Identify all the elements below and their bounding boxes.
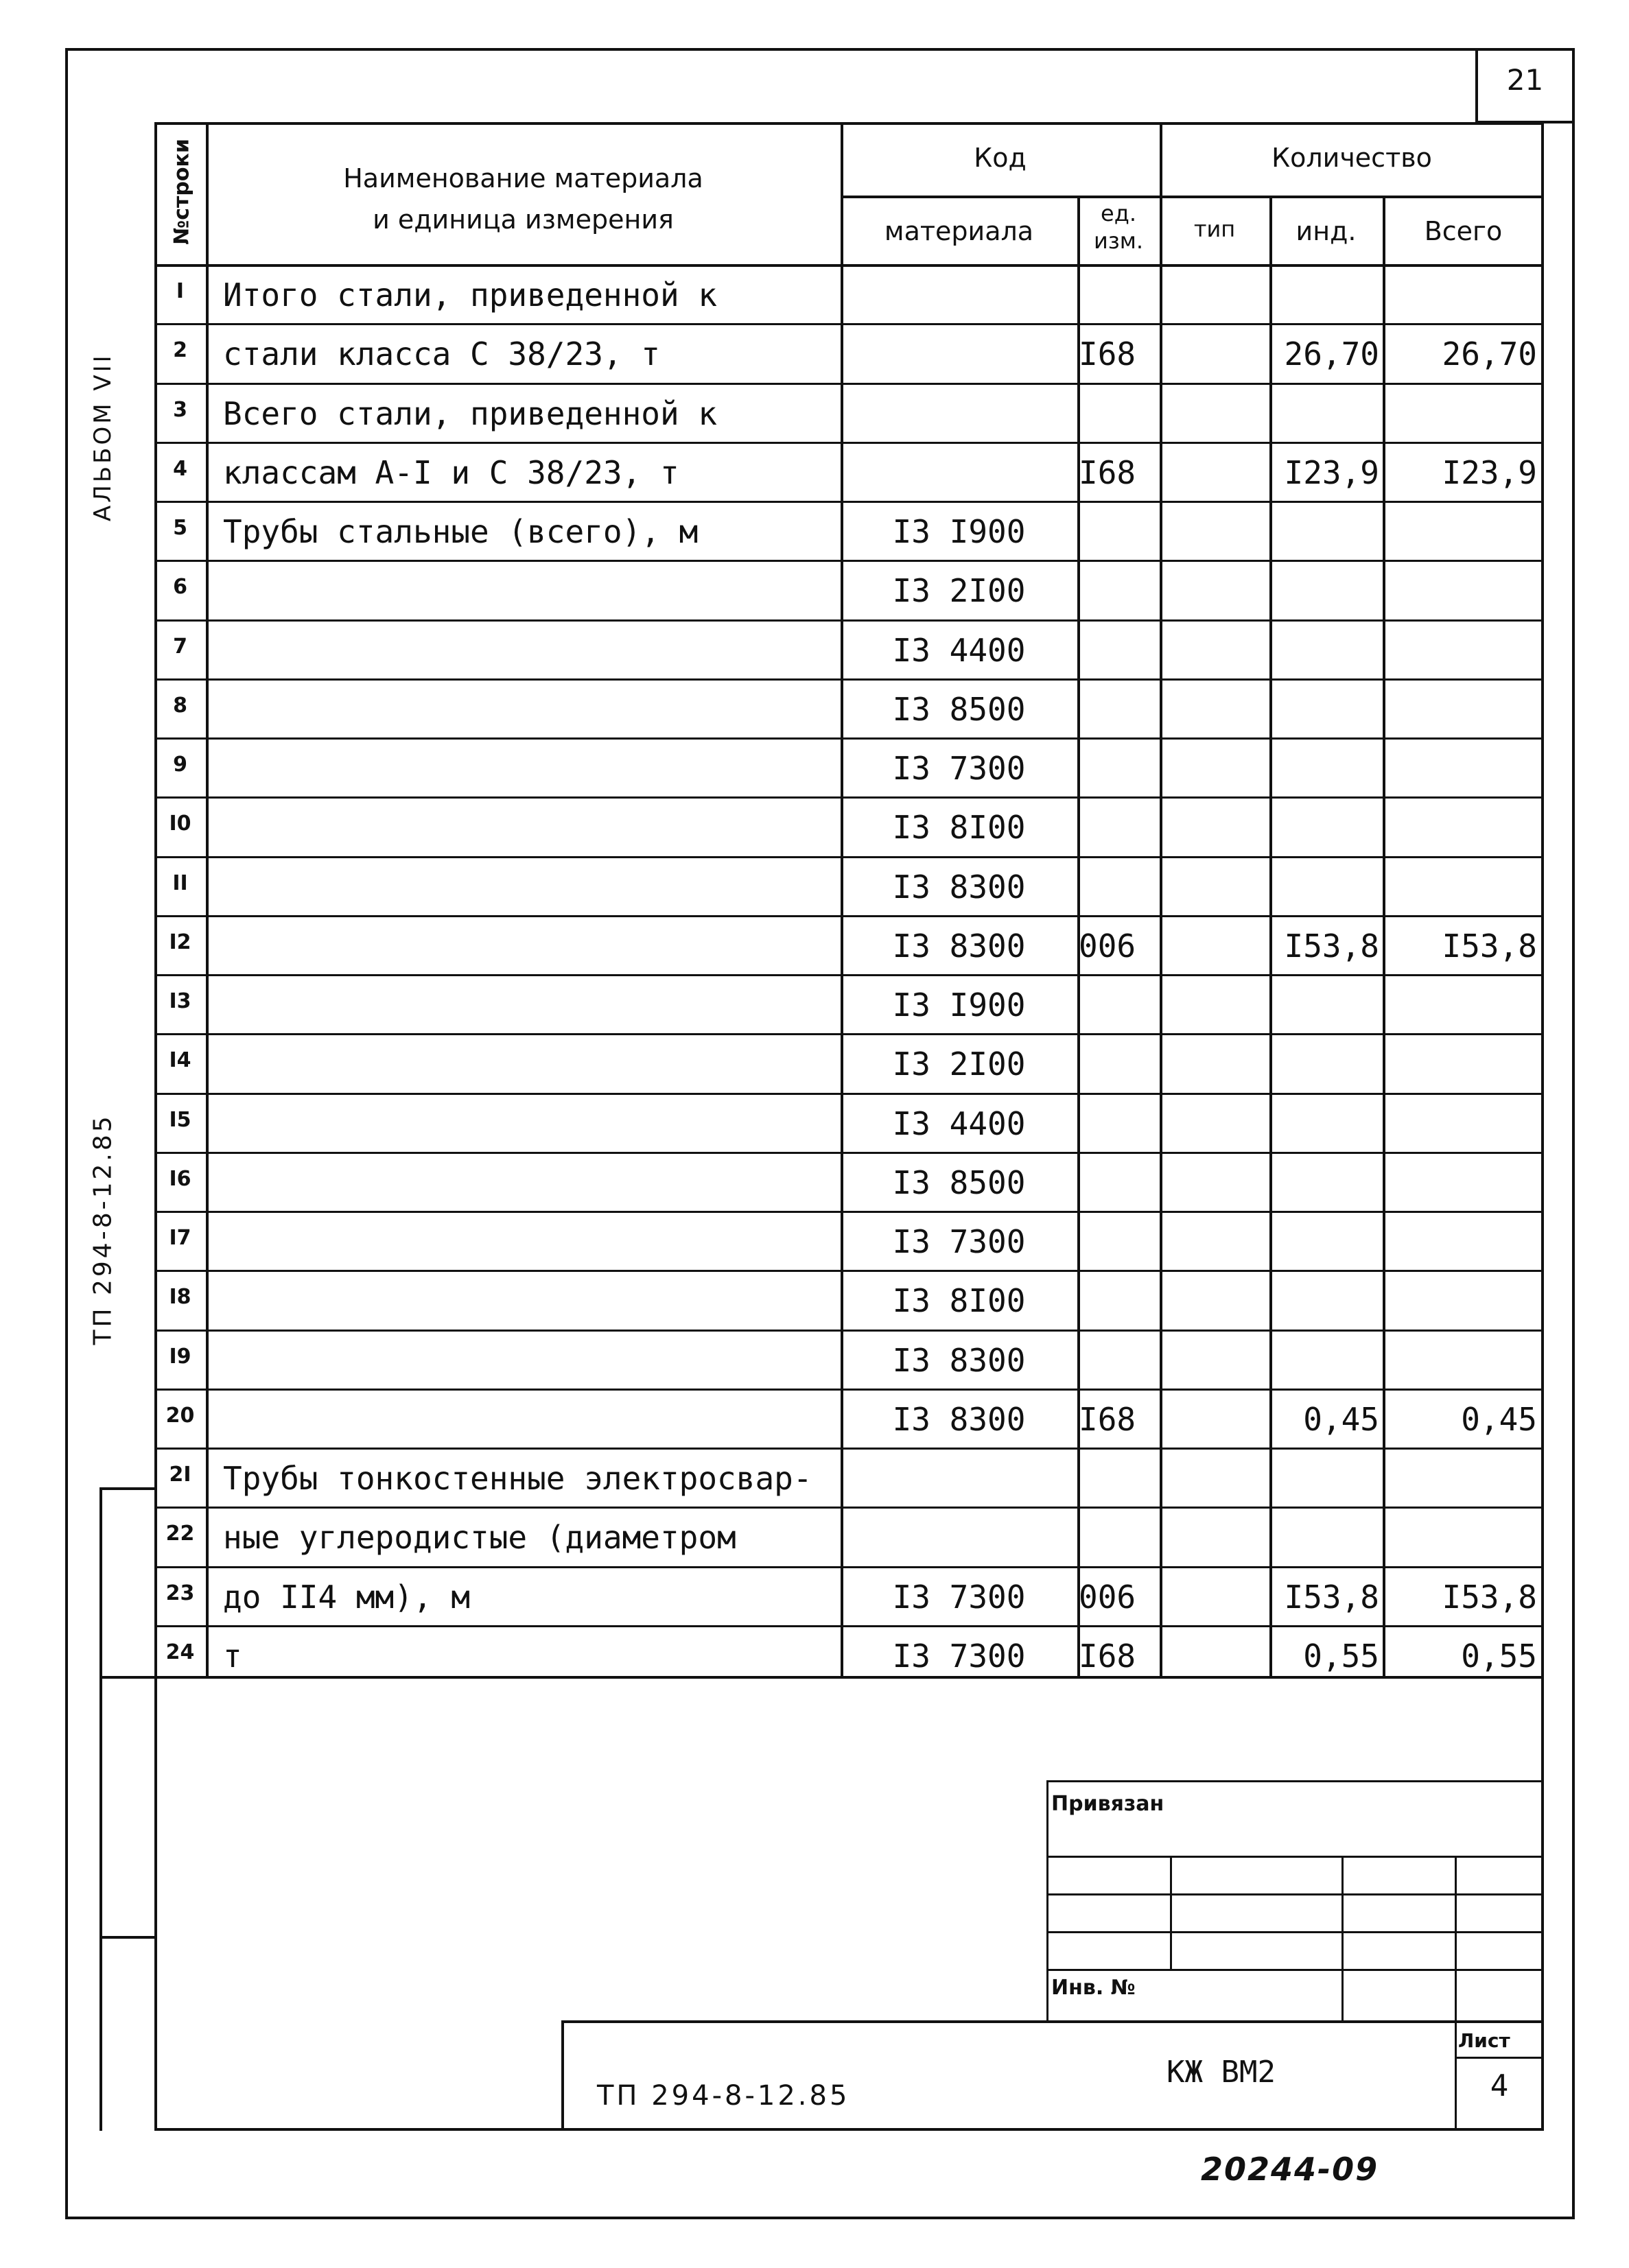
row-unit: I68 — [1079, 335, 1136, 373]
stamp-line — [1341, 1856, 1344, 2020]
stamp-line — [1046, 1856, 1544, 1858]
side-stamp-line — [99, 1487, 154, 1490]
row-divider — [154, 1211, 1544, 1213]
row-name: ные углеродистые (диаметром — [223, 1519, 736, 1557]
row-ind: I53,8 — [1284, 1578, 1379, 1616]
row-code: I3 7300 — [892, 1223, 1026, 1260]
row-number: 22 — [165, 1522, 195, 1546]
table-bottom-line — [99, 1676, 1544, 1679]
row-name: Итого стали, приведенной к — [223, 276, 718, 314]
row-name: Трубы тонкостенные электросвар- — [223, 1460, 812, 1497]
title-block-left — [561, 2020, 564, 2131]
header-unit-line1: ед. — [1101, 200, 1136, 226]
table-line — [1160, 122, 1162, 1676]
stamp-line — [1046, 1931, 1544, 1933]
row-name: стали класса С 38/23, т — [223, 335, 660, 373]
row-divider — [154, 1566, 1544, 1568]
header-code: Код — [974, 143, 1027, 173]
sheet-number: 4 — [1490, 2068, 1509, 2103]
sheet-label-line — [1455, 2057, 1544, 2059]
page-number: 21 — [1506, 63, 1544, 97]
row-total: I53,8 — [1442, 1578, 1537, 1616]
row-divider — [154, 1507, 1544, 1509]
header-unit-line2: изм. — [1093, 228, 1144, 254]
title-block-top — [561, 2020, 1544, 2023]
row-number: I9 — [169, 1344, 191, 1369]
row-number: 5 — [173, 516, 187, 540]
row-code: I3 8500 — [892, 1163, 1026, 1201]
inv-no-label: Инв. № — [1051, 1976, 1136, 2000]
row-number: II — [172, 871, 188, 895]
row-unit: I68 — [1079, 453, 1136, 491]
row-divider — [154, 1448, 1544, 1450]
row-number: I0 — [169, 812, 191, 836]
row-code: I3 I900 — [892, 513, 1026, 550]
row-number: 4 — [173, 456, 187, 481]
row-number: 3 — [173, 397, 187, 422]
table-line — [206, 122, 209, 1676]
row-code: I3 8I00 — [892, 809, 1026, 847]
bound-label: Привязан — [1051, 1792, 1164, 1816]
row-number: 20 — [165, 1403, 195, 1428]
header-row-no: №строки — [169, 139, 194, 245]
side-project-code: ТП 294-8-12.85 — [89, 1113, 117, 1345]
inventory-number: 20244-09 — [1201, 2151, 1379, 2188]
row-divider — [154, 1152, 1544, 1154]
row-total: I23,9 — [1442, 453, 1537, 491]
row-number: 6 — [173, 575, 187, 600]
header-ind: инд. — [1296, 216, 1357, 246]
row-name: классам А-I и С 38/23, т — [223, 453, 679, 491]
side-stamp-line — [99, 1936, 154, 1939]
row-ind: 0,55 — [1303, 1637, 1379, 1675]
row-total: 0,55 — [1461, 1637, 1537, 1675]
side-stamp-line — [99, 1487, 102, 2131]
row-ind: I23,9 — [1284, 453, 1379, 491]
row-divider — [154, 1033, 1544, 1035]
row-number: I6 — [169, 1166, 191, 1191]
row-divider — [154, 323, 1544, 325]
row-code: I3 7300 — [892, 1578, 1026, 1616]
row-divider — [154, 915, 1544, 917]
row-code: I3 8300 — [892, 868, 1026, 906]
row-code: I3 8500 — [892, 690, 1026, 728]
row-divider — [154, 1093, 1544, 1095]
header-total: Всего — [1424, 216, 1503, 246]
row-name: до II4 мм), м — [223, 1578, 471, 1616]
row-divider — [154, 1625, 1544, 1627]
stamp-line — [1170, 1856, 1172, 1969]
row-divider — [154, 383, 1544, 385]
row-number: 7 — [173, 634, 187, 659]
row-code: I3 4400 — [892, 1105, 1026, 1142]
row-name: Всего стали, приведенной к — [223, 394, 718, 432]
table-line — [841, 196, 1544, 198]
row-code: I3 7300 — [892, 750, 1026, 787]
row-number: 23 — [165, 1581, 195, 1605]
header-material: материала — [884, 216, 1034, 246]
row-total: I53,8 — [1442, 927, 1537, 965]
row-number: I4 — [169, 1048, 191, 1073]
row-name: т — [223, 1637, 242, 1675]
row-ind: 26,70 — [1284, 335, 1379, 373]
row-divider — [154, 442, 1544, 444]
row-code: I3 I900 — [892, 987, 1026, 1024]
row-number: 24 — [165, 1640, 195, 1664]
row-code: I3 4400 — [892, 631, 1026, 669]
row-number: I2 — [169, 930, 191, 954]
title-project-code: ТП 294-8-12.85 — [597, 2080, 850, 2112]
row-unit: I68 — [1079, 1637, 1136, 1675]
row-number: 2I — [169, 1463, 191, 1487]
row-code: I3 8300 — [892, 1400, 1026, 1438]
row-divider — [154, 1389, 1544, 1391]
row-number: I8 — [169, 1285, 191, 1310]
row-number: 2 — [173, 338, 187, 363]
row-unit: 006 — [1079, 927, 1136, 965]
header-quantity: Количество — [1271, 143, 1432, 173]
row-number: 9 — [173, 753, 187, 777]
row-code: I3 2I00 — [892, 1046, 1026, 1083]
row-code: I3 2I00 — [892, 572, 1026, 610]
row-total: 26,70 — [1442, 335, 1537, 373]
table-line — [154, 264, 1544, 267]
row-divider — [154, 619, 1544, 622]
header-name-line1: Наименование материала — [343, 163, 703, 193]
row-divider — [154, 560, 1544, 562]
sheet-label: Лист — [1458, 2029, 1510, 2052]
row-code: I3 7300 — [892, 1637, 1026, 1675]
side-album-label: АЛЬБОМ VII — [89, 353, 117, 521]
row-unit: 006 — [1079, 1578, 1136, 1616]
row-divider — [154, 856, 1544, 858]
row-name: Трубы стальные (всего), м — [223, 513, 699, 550]
row-code: I3 8300 — [892, 1341, 1026, 1379]
row-number: 8 — [173, 693, 187, 718]
row-unit: I68 — [1079, 1400, 1136, 1438]
row-code: I3 8I00 — [892, 1282, 1026, 1320]
row-ind: I53,8 — [1284, 927, 1379, 965]
title-mark: КЖ ВМ2 — [1167, 2055, 1276, 2090]
row-divider — [154, 974, 1544, 976]
header-name-line2: и единица измерения — [373, 204, 674, 235]
row-divider — [154, 501, 1544, 503]
row-total: 0,45 — [1461, 1400, 1537, 1438]
row-number: I — [176, 279, 185, 303]
row-number: I3 — [169, 989, 191, 1013]
row-divider — [154, 796, 1544, 799]
row-divider — [154, 737, 1544, 740]
row-number: I5 — [169, 1107, 191, 1132]
row-number: I7 — [169, 1226, 191, 1250]
header-typ: тип — [1193, 216, 1236, 242]
stamp-line — [1046, 1893, 1544, 1895]
row-divider — [154, 1330, 1544, 1332]
row-divider — [154, 1270, 1544, 1272]
row-divider — [154, 678, 1544, 681]
row-ind: 0,45 — [1303, 1400, 1379, 1438]
stamp-line — [1046, 1969, 1544, 1971]
row-code: I3 8300 — [892, 927, 1026, 965]
